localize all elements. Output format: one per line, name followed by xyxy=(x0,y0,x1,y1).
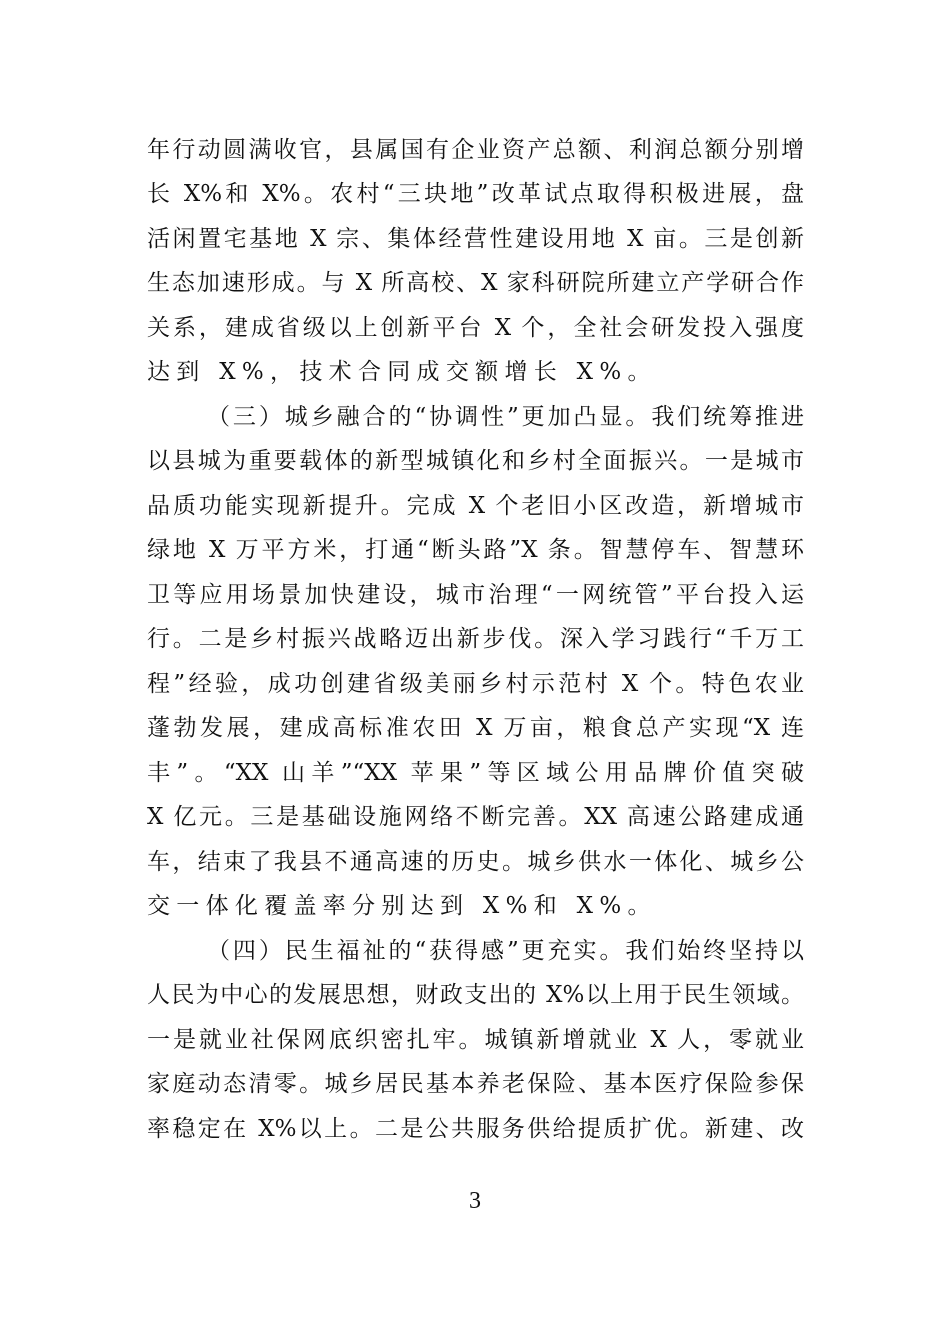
text-line-5: 关系，建成省级以上创新平台 X 个，全社会研发投入强度 xyxy=(147,315,804,341)
text-line-9: 品质功能实现新提升。完成 X 个老旧小区改造，新增城市 xyxy=(147,493,804,519)
text-line-21: 一是就业社保网底织密扎牢。城镇新增就业 X 人，零就业 xyxy=(147,1027,804,1053)
text-line-4: 生态加速形成。与 X 所高校、X 家科研院所建立产学研合作 xyxy=(147,270,804,296)
text-line-3: 活闲置宅基地 X 宗、集体经营性建设用地 X 亩。三是创新 xyxy=(147,226,804,252)
text-line-2: 长 X%和 X%。农村“三块地”改革试点取得积极进展，盘 xyxy=(147,181,804,207)
text-line-13: 程”经验，成功创建省级美丽乡村示范村 X 个。特色农业 xyxy=(147,671,804,697)
text-line-10: 绿地 X 万平方米，打通“断头路”X 条。智慧停车、智慧环 xyxy=(147,537,804,563)
page-number: 3 xyxy=(469,1188,481,1214)
text-line-1: 年行动圆满收官，县属国有企业资产总额、利润总额分别增 xyxy=(147,137,804,163)
text-line-15: 丰”。“XX 山羊”“XX 苹果”等区域公用品牌价值突破 xyxy=(147,760,804,786)
text-line-6: 达到 X%，技术合同成交额增长 X%。 xyxy=(147,359,657,385)
text-line-23: 率稳定在 X%以上。二是公共服务供给提质扩优。新建、改 xyxy=(147,1116,804,1142)
text-line-14: 蓬勃发展，建成高标准农田 X 万亩，粮食总产实现“X 连 xyxy=(147,715,804,741)
text-line-20: 人民为中心的发展思想，财政支出的 X%以上用于民生领域。 xyxy=(147,982,804,1008)
text-line-8: 以县城为重要载体的新型城镇化和乡村全面振兴。一是城市 xyxy=(147,448,804,474)
text-line-22: 家庭动态清零。城乡居民基本养老保险、基本医疗保险参保 xyxy=(147,1071,804,1097)
text-line-11: 卫等应用场景加快建设，城市治理“一网统管”平台投入运 xyxy=(147,582,804,608)
text-line-18: 交一体化覆盖率分别达到 X%和 X%。 xyxy=(147,893,657,919)
text-line-12: 行。二是乡村振兴战略迈出新步伐。深入学习践行“千万工 xyxy=(147,626,804,652)
section-heading-4: （四）民生福祉的“获得感”更充实。我们始终坚持以 xyxy=(207,938,804,964)
text-line-17: 车，结束了我县不通高速的历史。城乡供水一体化、城乡公 xyxy=(147,849,804,875)
text-line-16: X 亿元。三是基础设施网络不断完善。XX 高速公路建成通 xyxy=(147,804,804,830)
section-heading-3: （三）城乡融合的“协调性”更加凸显。我们统筹推进 xyxy=(207,404,804,430)
